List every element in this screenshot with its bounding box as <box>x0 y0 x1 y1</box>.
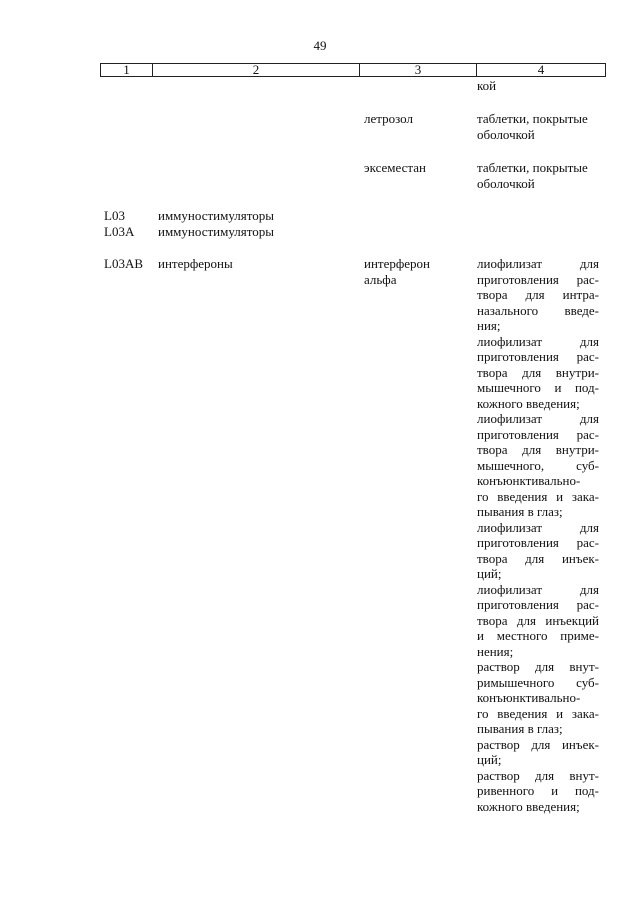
dosage-form-line: твора для интра- <box>477 287 599 302</box>
dosage-form-line: раствор для инъек- <box>477 736 599 752</box>
page-number: 49 <box>313 38 327 53</box>
dosage-form-line: ций; <box>477 752 502 767</box>
dosage-form-entry <box>477 411 599 520</box>
dosage-form-line: лиофилизат для <box>477 411 599 426</box>
dosage-form-line: приготовления рас- <box>477 597 599 612</box>
dosage-form-entry <box>477 334 599 412</box>
column-header-4: 4 <box>477 64 606 77</box>
dosage-form-entry <box>477 256 599 334</box>
dosage-form-line: твора для внутри- <box>477 442 599 457</box>
column-header-2: 2 <box>153 64 360 77</box>
dosage-form-line: приготовления рас- <box>477 349 599 364</box>
dosage-form-line: ций; <box>477 566 502 581</box>
dosage-form-entry <box>477 582 599 660</box>
dosage-form-line: го введения и зака- <box>477 488 599 504</box>
dosage-form-line: пывания в глаз; <box>477 721 563 736</box>
drug-name-exemestan: эксеместан <box>364 160 426 175</box>
dosage-form-line: нения; <box>477 643 514 659</box>
dosage-form-line: кожного введения; <box>477 798 580 814</box>
dosage-form-line: мышечного, суб- <box>477 457 599 473</box>
dosage-form-line: твора для инъекций <box>477 612 599 628</box>
atc-name-l03: иммуностимуляторы <box>158 208 274 223</box>
drug-form-letrozol: таблетки, покрытые оболочкой <box>477 111 588 142</box>
dosage-form-line: го введения и зака- <box>477 705 599 721</box>
dosage-form-line: лиофилизат для <box>477 256 599 271</box>
atc-code-l03: L03 <box>104 208 125 223</box>
dosage-form-line: лиофилизат для <box>477 333 599 349</box>
dosage-form-line: приготовления рас- <box>477 271 599 287</box>
dosage-form-entry <box>477 768 599 815</box>
drug-name-letrozol: летрозол <box>364 111 413 126</box>
dosage-form-line: раствор для внут- <box>477 767 599 783</box>
column-header-row <box>101 64 606 77</box>
dosage-form-line: ривенного и под- <box>477 783 599 798</box>
dosage-form-line: назального введе- <box>477 302 599 318</box>
dosage-form-entry <box>477 520 599 582</box>
dosage-form-line: и местного приме- <box>477 628 599 643</box>
column-header-1: 1 <box>101 64 153 77</box>
dosage-form-line: лиофилизат для <box>477 581 599 597</box>
dosage-forms-list <box>477 256 599 814</box>
dosage-form-line: лиофилизат для <box>477 519 599 535</box>
atc-name-l03ab: интерфероны <box>158 256 233 271</box>
dosage-form-line: твора для инъек- <box>477 550 599 566</box>
dosage-form-line: конъюнктивально- <box>477 690 581 705</box>
atc-name-l03a: иммуностимуляторы <box>158 224 274 239</box>
atc-code-l03ab: L03AB <box>104 256 143 271</box>
dosage-form-line: римышечного суб- <box>477 674 599 690</box>
dosage-form-entry <box>477 737 599 768</box>
dosage-form-line: твора для внутри- <box>477 364 599 380</box>
drug-form-exemestan: таблетки, покрытые оболочкой <box>477 160 588 191</box>
dosage-form-line: мышечного и под- <box>477 380 599 395</box>
dosage-form-line: пывания в глаз; <box>477 504 563 519</box>
dosage-form-line: конъюнктивально- <box>477 473 581 488</box>
dosage-form-line: приготовления рас- <box>477 426 599 442</box>
dosage-form-line: ния; <box>477 318 501 333</box>
dosage-form-line: кожного введения; <box>477 395 580 411</box>
drug-name-interferon-alfa: интерферон альфа <box>364 256 431 287</box>
column-header-table <box>100 63 606 77</box>
continued-form-text: кой <box>477 78 497 93</box>
dosage-form-entry <box>477 659 599 737</box>
dosage-form-line: приготовления рас- <box>477 535 599 550</box>
dosage-form-line: раствор для внут- <box>477 659 599 674</box>
column-header-3: 3 <box>360 64 477 77</box>
atc-code-l03a: L03A <box>104 224 135 239</box>
